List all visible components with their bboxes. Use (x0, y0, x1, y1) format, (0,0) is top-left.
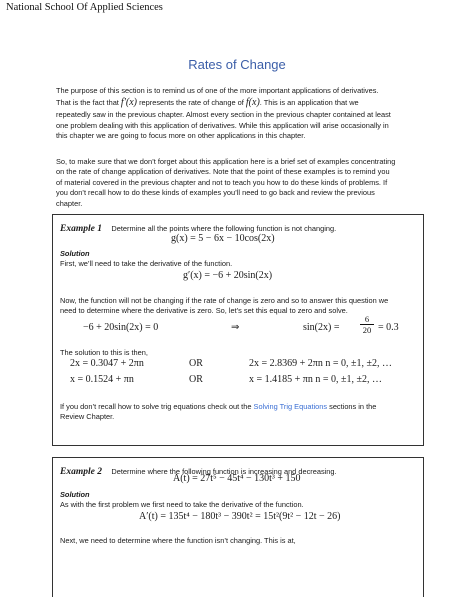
example-2-function: A(t) = 27t⁵ − 45t⁴ − 130t³ + 150 (173, 473, 301, 484)
solution-1-left: 2x = 0.3047 + 2πn (70, 358, 144, 369)
intro-line: chapter. (56, 198, 83, 208)
example-1-text: need to determine where the derivative is zero. So, let’s set this equal to zero and solve. (60, 306, 348, 315)
example-1-function: g(x) = 5 − 6x − 10cos(2x) (171, 233, 275, 244)
implies-arrow: ⇒ (231, 322, 240, 333)
example-1-text: First, we’ll need to take the derivative of the function. (60, 259, 233, 268)
intro-line: So, to make sure that we don’t forget about this application here is a brief set of examples concentrating (56, 157, 396, 166)
example-1-label: Example 1 (60, 224, 102, 234)
solution-1-right: 2x = 2.8369 + 2πn n = 0, ±1, ±2, … (249, 358, 392, 369)
document-header: National School Of Applied Sciences (6, 2, 163, 13)
example-2-text: As with the first problem we first need to take the derivative of the function. (60, 500, 304, 509)
example-2-statement: Determine where the following function is increasing and decreasing. (111, 467, 337, 476)
example-1-text: If you don’t recall how to solve trig equations check out the Solving Trig Equations sections in the (60, 402, 377, 411)
example-1-equation-right: = 0.3 (378, 322, 399, 333)
example-1-statement: Determine all the points where the following function is not changing. (111, 224, 337, 233)
example-2-box (52, 457, 424, 597)
example-1-text: The solution to this is then, (60, 348, 148, 357)
example-1-text: Now, the function will not be changing if the rate of change is zero and so to answer this question we (60, 296, 389, 305)
intro-line: on the rate of change application of derivatives. Note that the point of these examples is to remind you (56, 167, 390, 177)
fraction-numerator: 6 (360, 315, 374, 325)
or-label: OR (189, 374, 203, 385)
intro-line: That is the fact that f′(x) represents the rate of change of f(x). This is an application that we (56, 97, 359, 109)
example-1-derivative: g′(x) = −6 + 20sin(2x) (183, 270, 273, 281)
intro-paragraph-1 (56, 86, 426, 142)
intro-line: one problem dealing with this application of derivatives. While this application will arise occasionally in (56, 120, 389, 130)
example-1-solution-label: Solution (60, 249, 90, 258)
intro-line: repeatedly saw in the previous chapter. Almost every section in the previous chapter contained at least (56, 110, 391, 120)
intro-line: you don’t recall how to do these kinds of examples you’ll need to go back and review the previous (56, 188, 375, 198)
f-prime-math: f′(x) (120, 97, 137, 109)
f-math: f(x) (245, 97, 260, 109)
example-2-solution-label: Solution (60, 490, 90, 499)
page-title: Rates of Change (188, 57, 286, 72)
intro-line: this chapter we are going to focus more on other applications in this chapter. (56, 131, 306, 141)
example-2-label: Example 2 (60, 467, 102, 477)
example-2-derivative: A′(t) = 135t⁴ − 180t³ − 390t² = 15t²(9t² − 12t − 26) (139, 511, 341, 522)
solving-trig-equations-link[interactable]: Solving Trig Equations (253, 402, 328, 411)
intro-line: The purpose of this section is to remind us of one of the more important applications of derivatives. (56, 86, 379, 95)
fraction-denominator: 20 (362, 325, 372, 335)
example-1-text: Review Chapter. (60, 412, 115, 421)
intro-paragraph-2 (56, 157, 426, 209)
example-2-text: Next, we need to determine where the function isn’t changing. This is at, (60, 536, 296, 545)
solution-2-right: x = 1.4185 + πn n = 0, ±1, ±2, … (249, 374, 382, 385)
or-label: OR (189, 358, 203, 369)
example-1-box (52, 214, 424, 446)
solution-2-left: x = 0.1524 + πn (70, 374, 134, 385)
example-1-equation-left: −6 + 20sin(2x) = 0 (83, 322, 159, 333)
intro-line: of material covered in the previous chapter and not to teach you how to do these kinds of problems. If (56, 177, 388, 187)
example-1-equation-mid: sin(2x) = (303, 322, 340, 333)
